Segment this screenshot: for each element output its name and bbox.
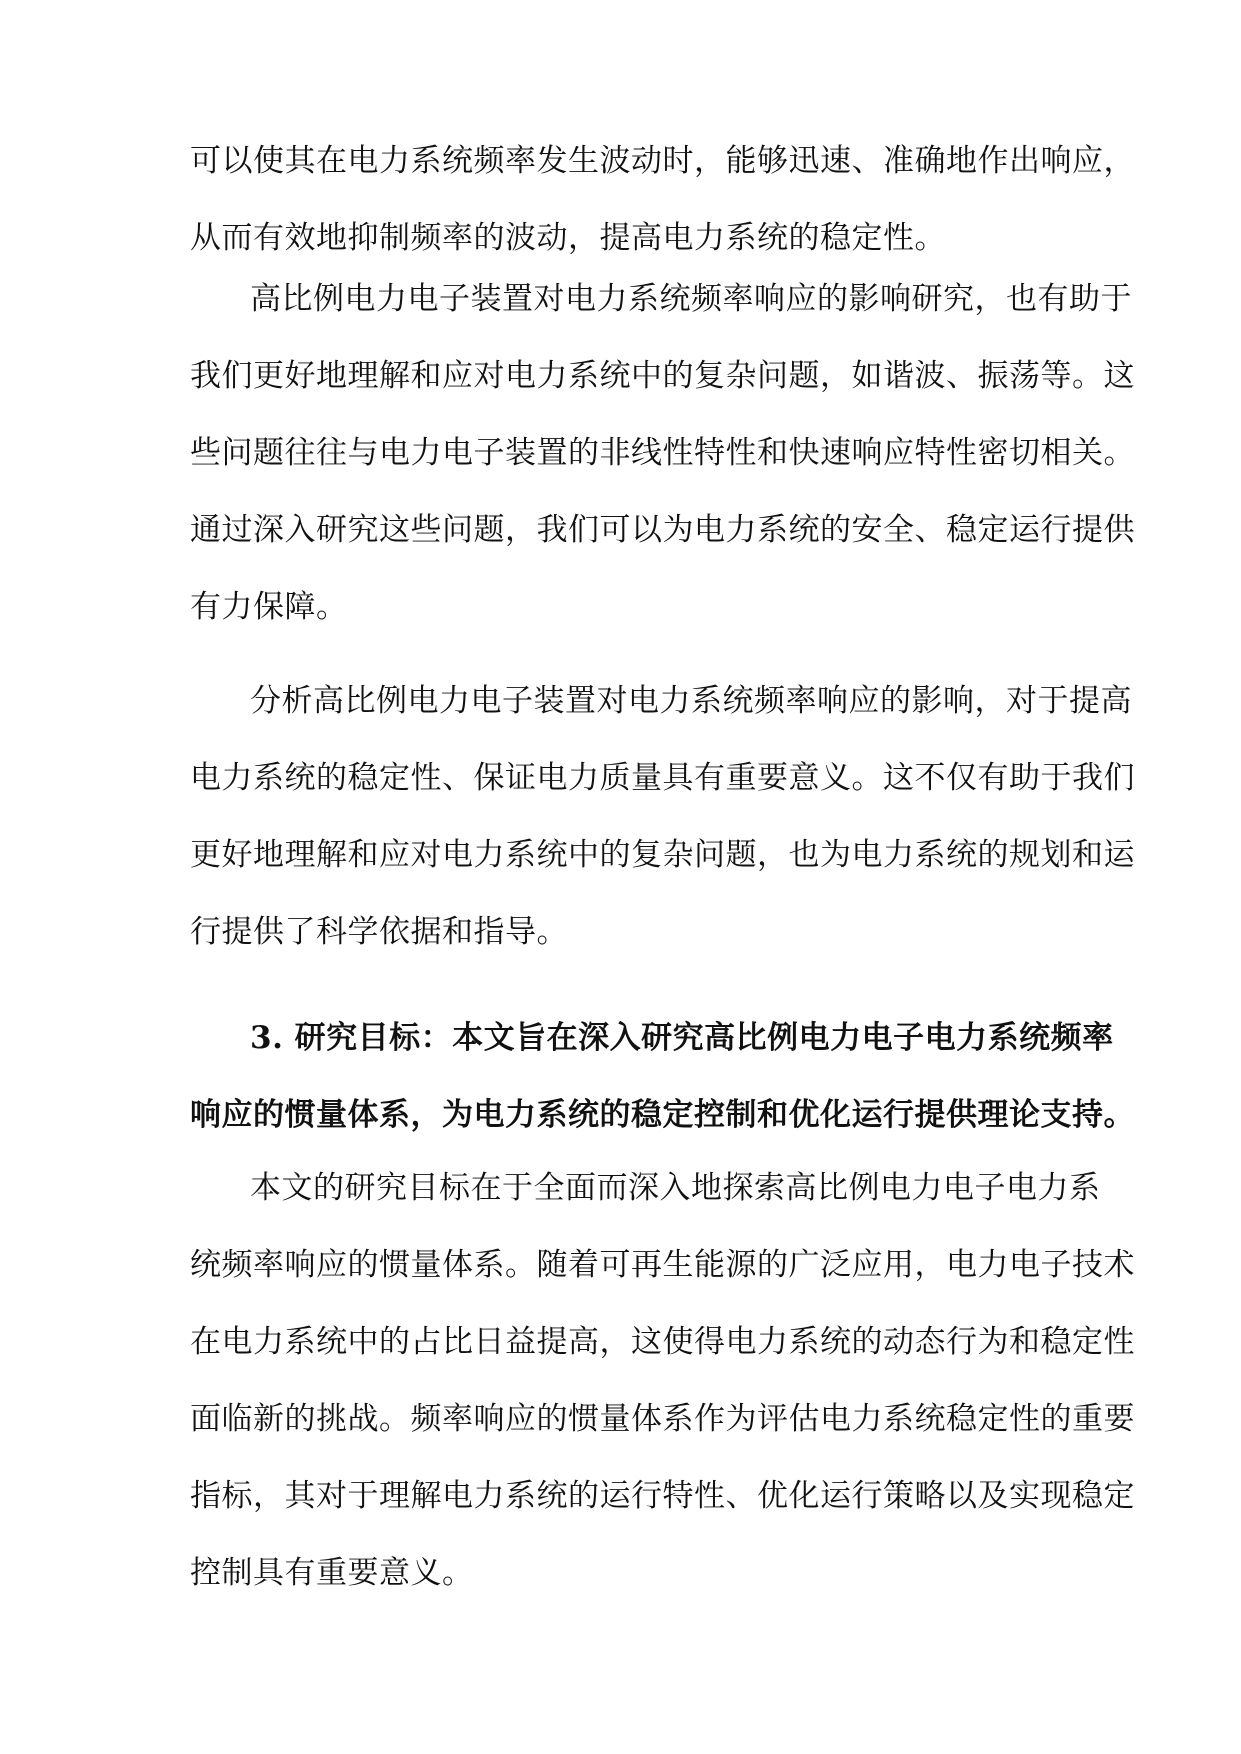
section-heading-research-goal [190,1000,1135,1154]
paragraph-analysis-significance [190,663,1135,971]
paragraph-research-impact [190,261,1135,646]
text-line: 统频率响应的惯量体系。随着可再生能源的广泛应用，电力电子技术 [190,1247,1135,1283]
paragraph-research-goal [190,1150,1135,1612]
text-line: 本文的研究目标在于全面而深入地探索高比例电力电子电力系 [250,1170,1101,1206]
text-line: 高比例电力电子装置对电力系统频率响应的影响研究，也有助于 [250,281,1132,317]
paragraph-continuation [190,123,1135,277]
text-line: 从而有效地抑制频率的波动，提高电力系统的稳定性。 [190,220,946,256]
text-line: 行提供了科学依据和指导。 [190,914,568,950]
text-line: 电力系统的稳定性、保证电力质量具有重要意义。这不仅有助于我们 [190,760,1135,796]
text-line: 通过深入研究这些问题，我们可以为电力系统的安全、稳定运行提供 [190,512,1135,548]
text-line: 分析高比例电力电子装置对电力系统频率响应的影响，对于提高 [250,683,1132,719]
text-line: 面临新的挑战。频率响应的惯量体系作为评估电力系统稳定性的重要 [190,1401,1135,1437]
text-line: 有力保障。 [190,589,348,625]
text-line: 我们更好地理解和应对电力系统中的复杂问题，如谐波、振荡等。这 [190,358,1135,394]
heading-line: 3. 研究目标：本文旨在深入研究高比例电力电子电力系统频率 [250,1020,1114,1056]
text-line: 控制具有重要意义。 [190,1555,474,1591]
text-line: 指标，其对于理解电力系统的运行特性、优化运行策略以及实现稳定 [190,1478,1135,1514]
text-line: 可以使其在电力系统频率发生波动时，能够迅速、准确地作出响应， [190,143,1135,179]
text-line: 在电力系统中的占比日益提高，这使得电力系统的动态行为和稳定性 [190,1324,1135,1360]
heading-line: 响应的惯量体系，为电力系统的稳定控制和优化运行提供理论支持。 [190,1097,1135,1133]
text-line: 些问题往往与电力电子装置的非线性特性和快速响应特性密切相关。 [190,435,1135,471]
text-line: 更好地理解和应对电力系统中的复杂问题，也为电力系统的规划和运 [190,837,1135,873]
